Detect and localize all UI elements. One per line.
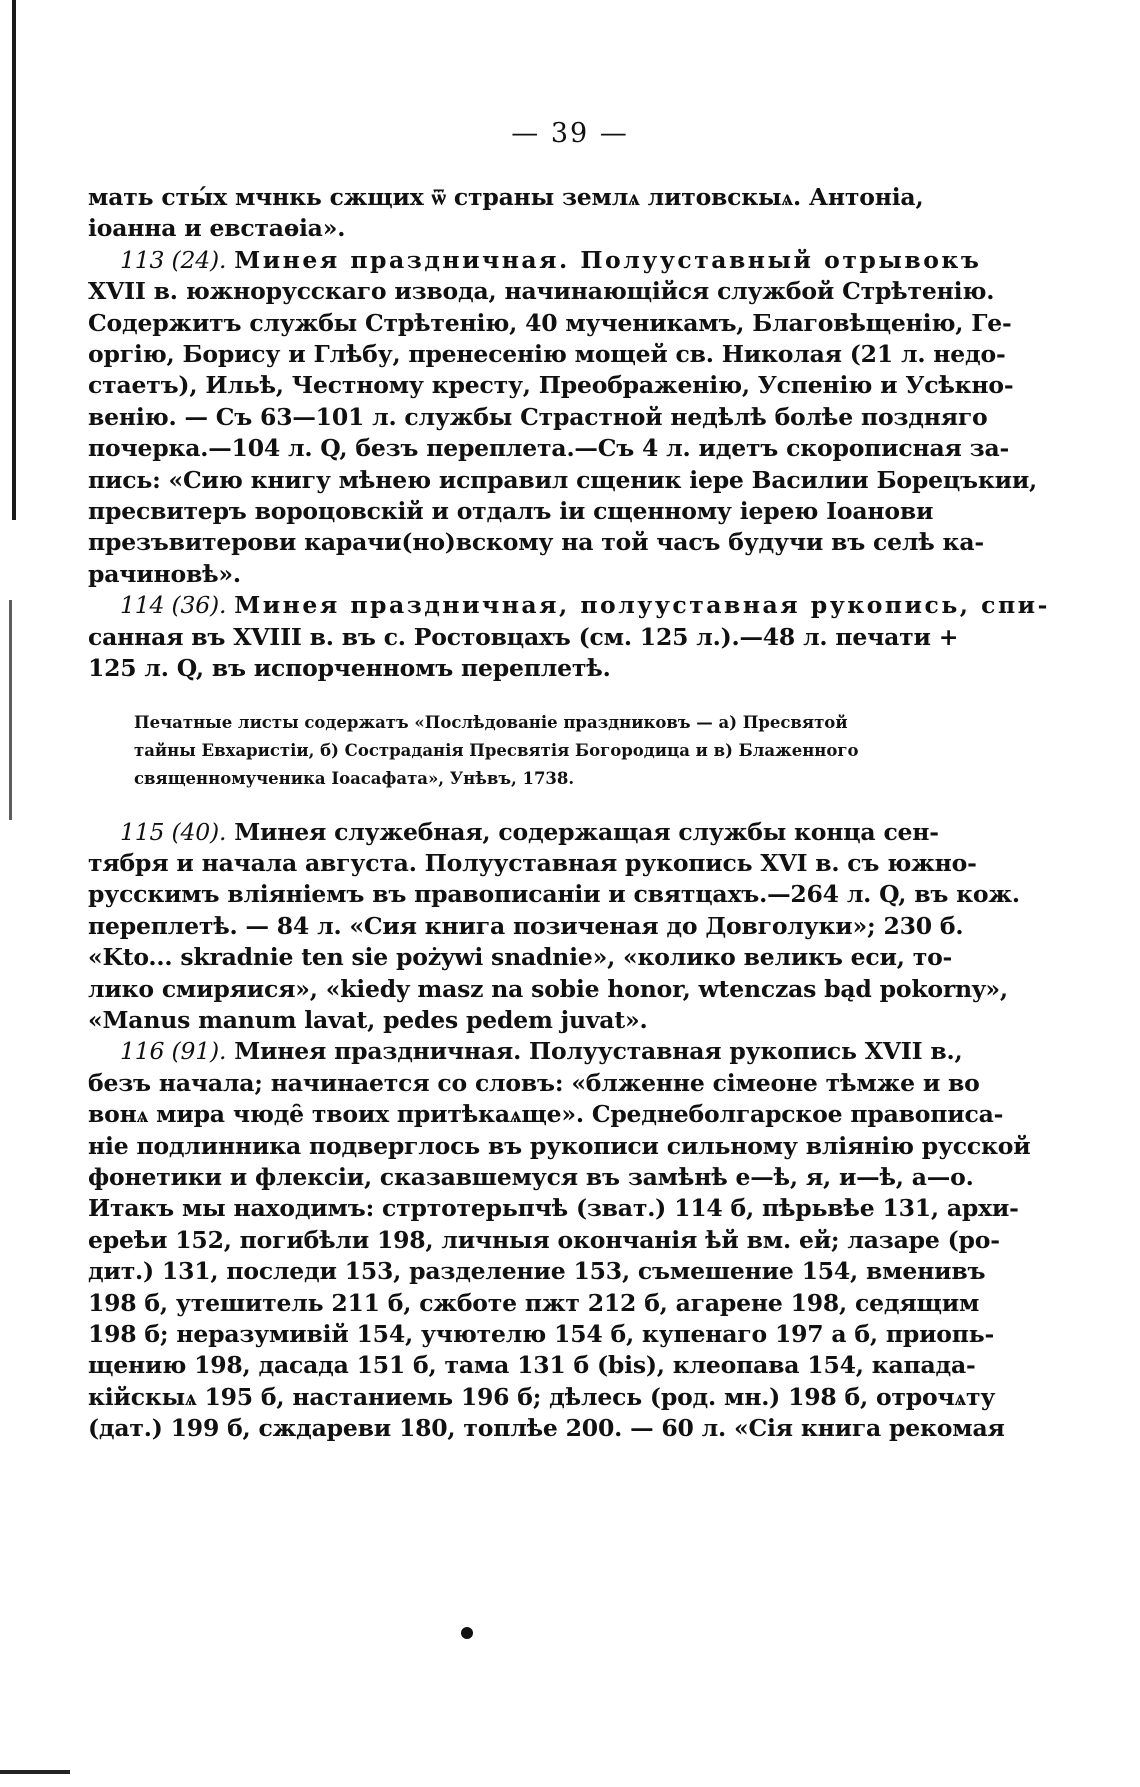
footnote-line: Печатные листы содержатъ «Послѣдованіе праздниковъ — а) Пресвятой: [134, 712, 848, 732]
text-line: Минея праздничная. Полууставная рукопись XVII в.,: [234, 1037, 963, 1066]
text-line: мать сты́х мчнкь сжщих ѿ страны землѧ литовскыѧ. Антоніа,: [88, 183, 924, 211]
text-line: 198 б; неразумивій 154, учютелю 154 б, купенаго 197 а б, приопь-: [88, 1320, 995, 1348]
entry-number: 114 (36).: [120, 591, 227, 620]
scan-corner-mark: [0, 1770, 70, 1774]
text-line: щению 198, дасада 151 б, тама 131 б (bis), клеопава 154, капада-: [88, 1351, 976, 1380]
text-line: «Manus manum lavat, pedes pedem juvat».: [88, 1005, 648, 1034]
text-line: Минея праздничная. Полууставный отрывокъ: [234, 245, 982, 274]
text-line: презъвитерови карачи(но)вскому на той часъ будучи въ селѣ ка-: [88, 528, 984, 557]
text-line: венію. — Съ 63—101 л. службы Страстной недѣлѣ болѣе поздняго: [88, 402, 988, 431]
page-edge-mark-lower: [9, 600, 12, 820]
entry-number: 115 (40).: [120, 817, 227, 846]
text-line: «Kto... skradnie ten sie pożywi snadnie», «колико великъ еси, то-: [88, 943, 953, 972]
footnote-line: священномученика Іоасафата», Унѣвъ, 1738.: [134, 768, 575, 788]
text-line: безъ начала; начинается со словъ: «блженне сімеоне тѣмже и во: [88, 1068, 980, 1097]
text-line: пресвитеръ вороцовскій и отдалъ іи сщенному іерею Іоанови: [88, 497, 934, 526]
text-line: іоанна и евстаѳіа».: [88, 214, 346, 243]
text-line: дит.) 131, последи 153, разделение 153, съмешение 154, вменивъ: [88, 1257, 986, 1286]
text-line: вонѧ мира чюде̑ твоих притѣкаѧще». Среднеболгарское правописа-: [88, 1100, 1004, 1129]
text-line: переплетѣ. — 84 л. «Сия книга позиченая до Довголуки»; 230 б.: [88, 911, 964, 940]
text-line: Минея служебная, содержащая службы конца сен-: [234, 817, 939, 846]
text-line: (дат.) 199 б, сждареви 180, топлѣе 200. — 60 л. «Сія книга рекомая: [88, 1414, 1005, 1443]
text-line: 125 л. Q, въ испорченномъ переплетѣ.: [88, 654, 611, 683]
main-text: [88, 182, 1050, 1445]
footnote-line: тайны Евхаристіи, б) Состраданія Пресвятія Богородица и в) Блаженного: [134, 740, 859, 760]
text-line: русскимъ вліяніемъ въ правописаніи и святцахъ.—264 л. Q, въ кож.: [88, 880, 1020, 909]
entry-116-heading: [88, 1036, 963, 1067]
entry-number: 113 (24).: [120, 245, 227, 274]
entry-115-heading: [88, 817, 939, 848]
text-line: почерка.—104 л. Q, безъ переплета.—Съ 4 л. идетъ скорописная за-: [88, 434, 1010, 463]
text-line: Содержитъ службы Стрѣтенію, 40 мученикамъ, Благовѣщенію, Ге-: [88, 308, 1012, 337]
text-line: ніе подлинника подверглось въ рукописи сильному вліянію русской: [88, 1131, 1031, 1160]
text-line: фонетики и флексіи, сказавшемуся въ замѣнѣ е—ѣ, я, и—ѣ, а—о.: [88, 1162, 974, 1191]
text-line: Итакъ мы находимъ: стртотерьпчѣ (зват.) 114 б, пѣрьвѣе 131, архи-: [88, 1194, 1019, 1223]
text-line: оргію, Борису и Глѣбу, пренесенію мощей св. Николая (21 л. недо-: [88, 340, 1006, 369]
text-line: лико смиряися», «kiedy masz na sobie honor, wtenczas bąd pokorny»,: [88, 974, 1008, 1003]
entry-number: 116 (91).: [120, 1037, 227, 1066]
text-line: стаетъ), Ильѣ, Честному кресту, Преображенію, Успенію и Усѣкно-: [88, 371, 1014, 400]
page-edge-mark: [12, 0, 16, 520]
text-line: рачиновѣ».: [88, 559, 241, 588]
text-line: кійскыѧ 195 б, настаниемь 196 б; дѣлесь (род. мн.) 198 б, отрочѧту: [88, 1382, 996, 1411]
text-line: тября и начала августа. Полууставная рукопись XVI в. съ южно-: [88, 848, 977, 877]
entry-113-heading: [88, 245, 982, 276]
page-number: — 39 —: [511, 118, 629, 149]
text-line: 198 б, утешитель 211 б, сжботе пжт 212 б, агарене 198, седящим: [88, 1288, 980, 1317]
text-line: санная въ XVIII в. въ с. Ростовцахъ (см. 125 л.).—48 л. печати +: [88, 622, 959, 651]
text-line: пись: «Сию книгу мѣнею исправил сщеник іерe Василии Борецъкии,: [88, 465, 1038, 494]
text-line: XVII в. южнорусскаго извода, начинающійся службой Стрѣтенію.: [88, 277, 995, 306]
text-line: Минея праздничная, полууставная рукопись, спи-: [234, 591, 1050, 620]
page-bullet-mark: [461, 1627, 473, 1639]
text-line: ереѣи 152, погибѣли 198, личныя окончанія ѣй вм. ей; лазаре (ро-: [88, 1225, 1000, 1254]
entry-114-heading: [88, 590, 1050, 621]
